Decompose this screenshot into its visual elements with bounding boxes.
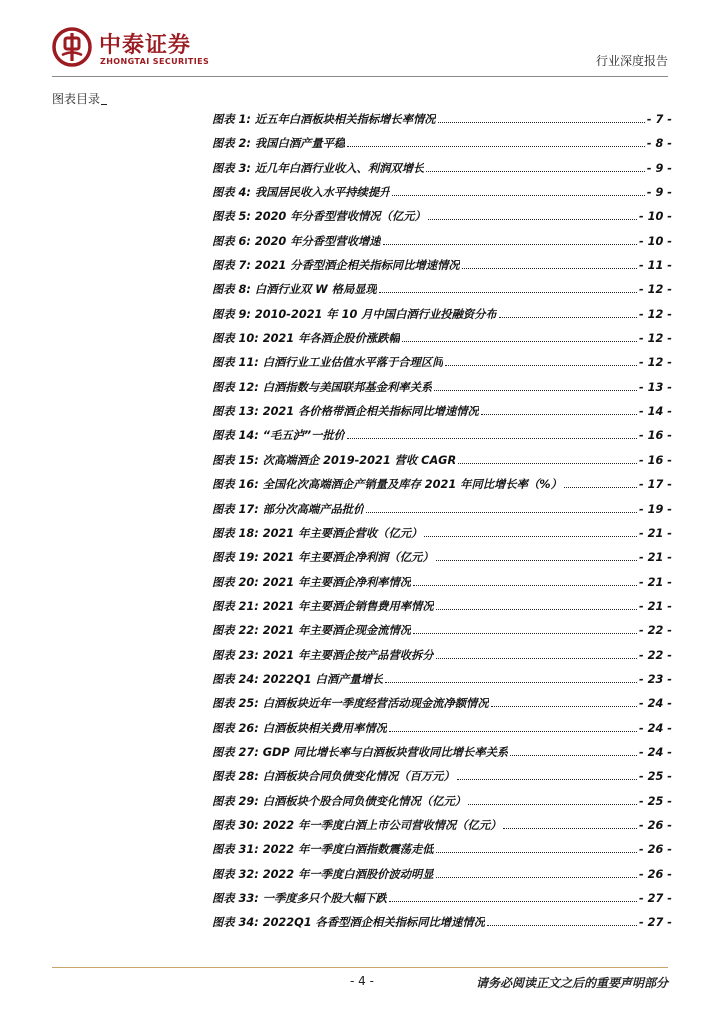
toc-entry-label: 图表 15:	[212, 453, 259, 467]
toc-entry-label: 图表 17:	[212, 502, 259, 516]
toc-dot-leader	[383, 244, 637, 245]
toc-dot-leader	[457, 779, 637, 780]
toc-entry-page: - 21 -	[639, 575, 672, 589]
toc-entry-label: 图表 33:	[212, 892, 259, 905]
toc-entry-label: 图表 29:	[212, 794, 259, 808]
toc-entry-page: - 26 -	[639, 843, 672, 857]
toc-entry-label: 图表 14:	[212, 429, 259, 443]
toc-dot-leader	[503, 828, 637, 829]
toc-dot-leader	[510, 755, 637, 756]
toc-entry-page: - 13 -	[639, 380, 672, 394]
toc-entry[interactable]	[212, 135, 672, 159]
toc-entry-title: 白酒板块合同负债变化情况（百万元）	[262, 770, 455, 784]
toc-dot-leader	[347, 438, 637, 439]
toc-entry-title: 次高端酒企 2019-2021 营收 CAGR	[262, 453, 457, 467]
toc-dot-leader	[428, 219, 637, 220]
toc-entry-title: 白酒板块近年一季度经营活动现金流净额情况	[262, 697, 489, 711]
footer-divider	[52, 967, 668, 968]
toc-entry[interactable]	[212, 111, 672, 135]
toc-entry-label: 图表 32:	[212, 867, 259, 881]
toc-entry[interactable]	[212, 890, 672, 914]
toc-entry-page: - 24 -	[639, 697, 672, 711]
toc-dot-leader	[379, 292, 637, 293]
toc-entry-page: - 22 -	[639, 624, 672, 638]
toc-entry-title: 2021 年主要酒企按产品营收拆分	[262, 648, 434, 662]
toc-dot-leader	[413, 633, 637, 634]
toc-entry-title: 我国白酒产量平稳	[254, 137, 346, 151]
toc-entry-title: 2021 分香型酒企相关指标同比增速情况	[254, 259, 460, 273]
toc-entry-page: - 25 -	[639, 794, 672, 808]
toc-entry-page: - 10 -	[639, 210, 672, 224]
zhongtai-logo-icon	[52, 27, 92, 67]
toc-entry-page: - 12 -	[639, 307, 672, 321]
toc-dot-leader	[564, 487, 637, 488]
toc-entry-label: 图表 3:	[212, 161, 251, 175]
toc-entry[interactable]	[212, 354, 672, 378]
toc-entry-page: - 16 -	[639, 453, 672, 467]
toc-entry-page: - 19 -	[639, 502, 672, 516]
toc-dot-leader	[424, 536, 637, 537]
brand-name-cn: 中泰证券	[99, 33, 192, 58]
toc-entry-title: 白酒板块相关费用率情况	[262, 721, 387, 735]
toc-entry-title: 2022 年一季度白酒上市公司营收情况（亿元）	[262, 818, 502, 832]
toc-entry-page: - 27 -	[639, 916, 672, 930]
toc-entry-title: 白酒行业工业估值水平落于合理区间	[262, 356, 444, 370]
toc-dot-leader	[491, 706, 637, 707]
toc-entry-title: 2020 年分香型营收情况（亿元）	[254, 210, 426, 224]
toc-entry[interactable]	[212, 574, 672, 598]
toc-entry-title: 白酒板块个股合同负债变化情况（亿元）	[262, 794, 467, 808]
toc-dot-leader	[347, 146, 645, 147]
toc-entry-title: 2022 年一季度白酒指数震荡走低	[262, 843, 434, 857]
toc-entry-page: - 24 -	[639, 745, 672, 759]
toc-entry-page: - 23 -	[639, 672, 672, 686]
toc-entry[interactable]	[212, 525, 672, 549]
toc-entry-title: 2022Q1 白酒产量增长	[262, 672, 384, 686]
toc-entry-label: 图表 27:	[212, 745, 259, 759]
toc-dot-leader	[436, 852, 637, 853]
toc-dot-leader	[438, 122, 645, 123]
toc-entry-page: - 17 -	[639, 478, 672, 492]
toc-entry-title: 2021 年主要酒企净利润（亿元）	[262, 551, 434, 565]
toc-entry-title: 2021 年主要酒企净利率情况	[262, 575, 412, 589]
toc-dot-leader	[389, 901, 637, 902]
toc-entry[interactable]	[212, 452, 672, 476]
toc-entry[interactable]	[212, 208, 672, 232]
toc-entry[interactable]	[212, 841, 672, 865]
toc-entry-title: GDP 同比增长率与白酒板块营收同比增长率关系	[262, 745, 509, 759]
toc-entry-label: 图表 6:	[212, 234, 251, 248]
toc-entry[interactable]	[212, 330, 672, 354]
toc-entry-title: 2022Q1 各香型酒企相关指标同比增速情况	[262, 916, 485, 930]
page-number: - 4 -	[350, 974, 374, 988]
toc-entry[interactable]	[212, 647, 672, 671]
toc-entry-label: 图表 24:	[212, 672, 259, 686]
toc-entry-label: 图表 20:	[212, 575, 259, 589]
toc-entry-label: 图表 31:	[212, 843, 259, 857]
toc-entry[interactable]	[212, 817, 672, 841]
toc-entry[interactable]	[212, 233, 672, 257]
toc-dot-leader	[436, 560, 637, 561]
toc-entry-page: - 9 -	[646, 161, 672, 175]
toc-entry[interactable]	[212, 281, 672, 305]
toc-entry[interactable]	[212, 184, 672, 208]
toc-entry-page: - 9 -	[646, 186, 672, 200]
header-divider	[52, 76, 668, 77]
toc-entry-label: 图表 19:	[212, 551, 259, 565]
toc-entry-title: 2022 年一季度白酒股价波动明显	[262, 867, 434, 881]
toc-dot-leader	[487, 925, 637, 926]
toc-entry-label: 图表 30:	[212, 818, 259, 832]
toc-entry[interactable]	[212, 160, 672, 184]
toc-entry-label: 图表 4:	[212, 186, 251, 200]
toc-entry-title: 部分次高端产品批价	[262, 502, 365, 516]
toc-entry-label: 图表 10:	[212, 332, 259, 346]
toc-dot-leader	[481, 414, 637, 415]
toc-entry-label: 图表 25:	[212, 697, 259, 711]
toc-dot-leader	[462, 268, 637, 269]
toc-entry-label: 图表 7:	[212, 259, 251, 273]
toc-entry-title: 2010-2021 年 10 月中国白酒行业投融资分布	[254, 307, 497, 321]
toc-entry-label: 图表 11:	[212, 356, 259, 370]
toc-entry-label: 图表 21:	[212, 599, 259, 613]
toc-entry-label: 图表 34:	[212, 916, 259, 930]
toc-entry-title: 白酒指数与美国联邦基金利率关系	[262, 380, 433, 394]
toc-entry-page: - 24 -	[639, 721, 672, 735]
toc-entry-title: 2021 年主要酒企营收（亿元）	[262, 526, 423, 540]
toc-entry-title: 2021 年各酒企股价涨跌幅	[262, 332, 400, 346]
toc-entry-page: - 21 -	[639, 526, 672, 540]
toc-entry-label: 图表 12:	[212, 380, 259, 394]
toc-entry[interactable]	[212, 598, 672, 622]
toc-entry-label: 图表 18:	[212, 526, 259, 540]
toc-entry-title: 近五年白酒板块相关指标增长率情况	[254, 113, 436, 126]
toc-entry-page: - 21 -	[639, 551, 672, 565]
toc-entry-page: - 16 -	[639, 429, 672, 443]
toc-entry[interactable]	[212, 768, 672, 792]
page-header	[0, 0, 724, 86]
toc-dot-leader	[402, 341, 637, 342]
toc-dot-leader	[434, 390, 637, 391]
toc-entry-page: - 26 -	[639, 867, 672, 881]
toc-entry[interactable]	[212, 671, 672, 695]
toc-dot-leader	[392, 195, 644, 196]
brand-name-en: ZHONGTAI SECURITIES	[100, 57, 210, 66]
toc-entry-page: - 14 -	[639, 405, 672, 419]
toc-entry-label: 图表 2:	[212, 137, 251, 151]
toc-entry-label: 图表 1:	[212, 113, 251, 126]
toc-entry-page: - 7 -	[646, 113, 672, 126]
toc-entry[interactable]	[212, 379, 672, 403]
toc-entry-label: 图表 28:	[212, 770, 259, 784]
toc-dot-leader	[436, 658, 637, 659]
toc-entry-title: 近几年白酒行业收入、利润双增长	[254, 161, 425, 175]
toc-entry-title: 2021 年主要酒企销售费用率情况	[262, 599, 434, 613]
toc-entry-page: - 12 -	[639, 283, 672, 297]
toc-entry[interactable]	[212, 403, 672, 427]
toc-entry-page: - 25 -	[639, 770, 672, 784]
toc-entry-label: 图表 5:	[212, 210, 251, 224]
toc-entry-page: - 26 -	[639, 818, 672, 832]
toc-entry[interactable]	[212, 793, 672, 817]
toc-entry-page: - 11 -	[639, 259, 672, 273]
toc-entry[interactable]	[212, 914, 672, 938]
toc-entry-title: 2020 年分香型营收增速	[254, 234, 381, 248]
report-type: 行业深度报告	[595, 54, 668, 68]
toc-entry[interactable]	[212, 257, 672, 281]
toc-entry-label: 图表 16:	[212, 478, 259, 492]
toc-dot-leader	[458, 463, 637, 464]
section-title: 图表目录	[52, 90, 107, 107]
toc-entry-page: - 10 -	[639, 234, 672, 248]
toc-dot-leader	[413, 585, 637, 586]
toc-entry-title: 一季度多只个股大幅下跌	[262, 892, 387, 905]
toc-dot-leader	[468, 804, 637, 805]
toc-dot-leader	[436, 877, 637, 878]
toc-dot-leader	[389, 731, 637, 732]
figure-index-list	[212, 111, 672, 939]
toc-entry[interactable]	[212, 501, 672, 525]
toc-entry-title: 2021 各价格带酒企相关指标同比增速情况	[262, 405, 479, 419]
toc-entry[interactable]	[212, 622, 672, 646]
toc-entry-title: 2021 年主要酒企现金流情况	[262, 624, 412, 638]
toc-dot-leader	[366, 512, 637, 513]
toc-entry[interactable]	[212, 306, 672, 330]
toc-entry[interactable]	[212, 744, 672, 768]
toc-entry-label: 图表 13:	[212, 405, 259, 419]
toc-dot-leader	[436, 609, 637, 610]
toc-entry-page: - 27 -	[639, 892, 672, 905]
disclaimer: 请务必阅读正文之后的重要声明部分	[475, 976, 668, 990]
toc-entry[interactable]	[212, 695, 672, 719]
toc-dot-leader	[385, 682, 637, 683]
toc-dot-leader	[426, 171, 645, 172]
toc-entry-title: “毛五泸”一批价	[262, 429, 346, 443]
toc-entry-label: 图表 26:	[212, 721, 259, 735]
toc-entry-label: 图表 22:	[212, 624, 259, 638]
toc-entry[interactable]	[212, 476, 672, 500]
toc-entry-label: 图表 8:	[212, 283, 251, 297]
toc-entry[interactable]	[212, 549, 672, 573]
toc-entry-page: - 22 -	[639, 648, 672, 662]
toc-entry-title: 全国化次高端酒企产销量及库存 2021 年同比增长率（%）	[262, 478, 562, 492]
toc-entry-page: - 12 -	[639, 332, 672, 346]
toc-entry[interactable]	[212, 866, 672, 890]
toc-entry-page: - 12 -	[639, 356, 672, 370]
toc-entry-page: - 8 -	[646, 137, 672, 151]
toc-entry-title: 白酒行业双 W 格局显现	[254, 283, 377, 297]
toc-dot-leader	[499, 317, 637, 318]
toc-dot-leader	[445, 365, 637, 366]
toc-entry[interactable]	[212, 720, 672, 744]
toc-entry-label: 图表 9:	[212, 307, 251, 321]
toc-entry[interactable]	[212, 427, 672, 451]
toc-entry-page: - 21 -	[639, 599, 672, 613]
toc-entry-label: 图表 23:	[212, 648, 259, 662]
toc-entry-title: 我国居民收入水平持续提升	[254, 186, 391, 200]
